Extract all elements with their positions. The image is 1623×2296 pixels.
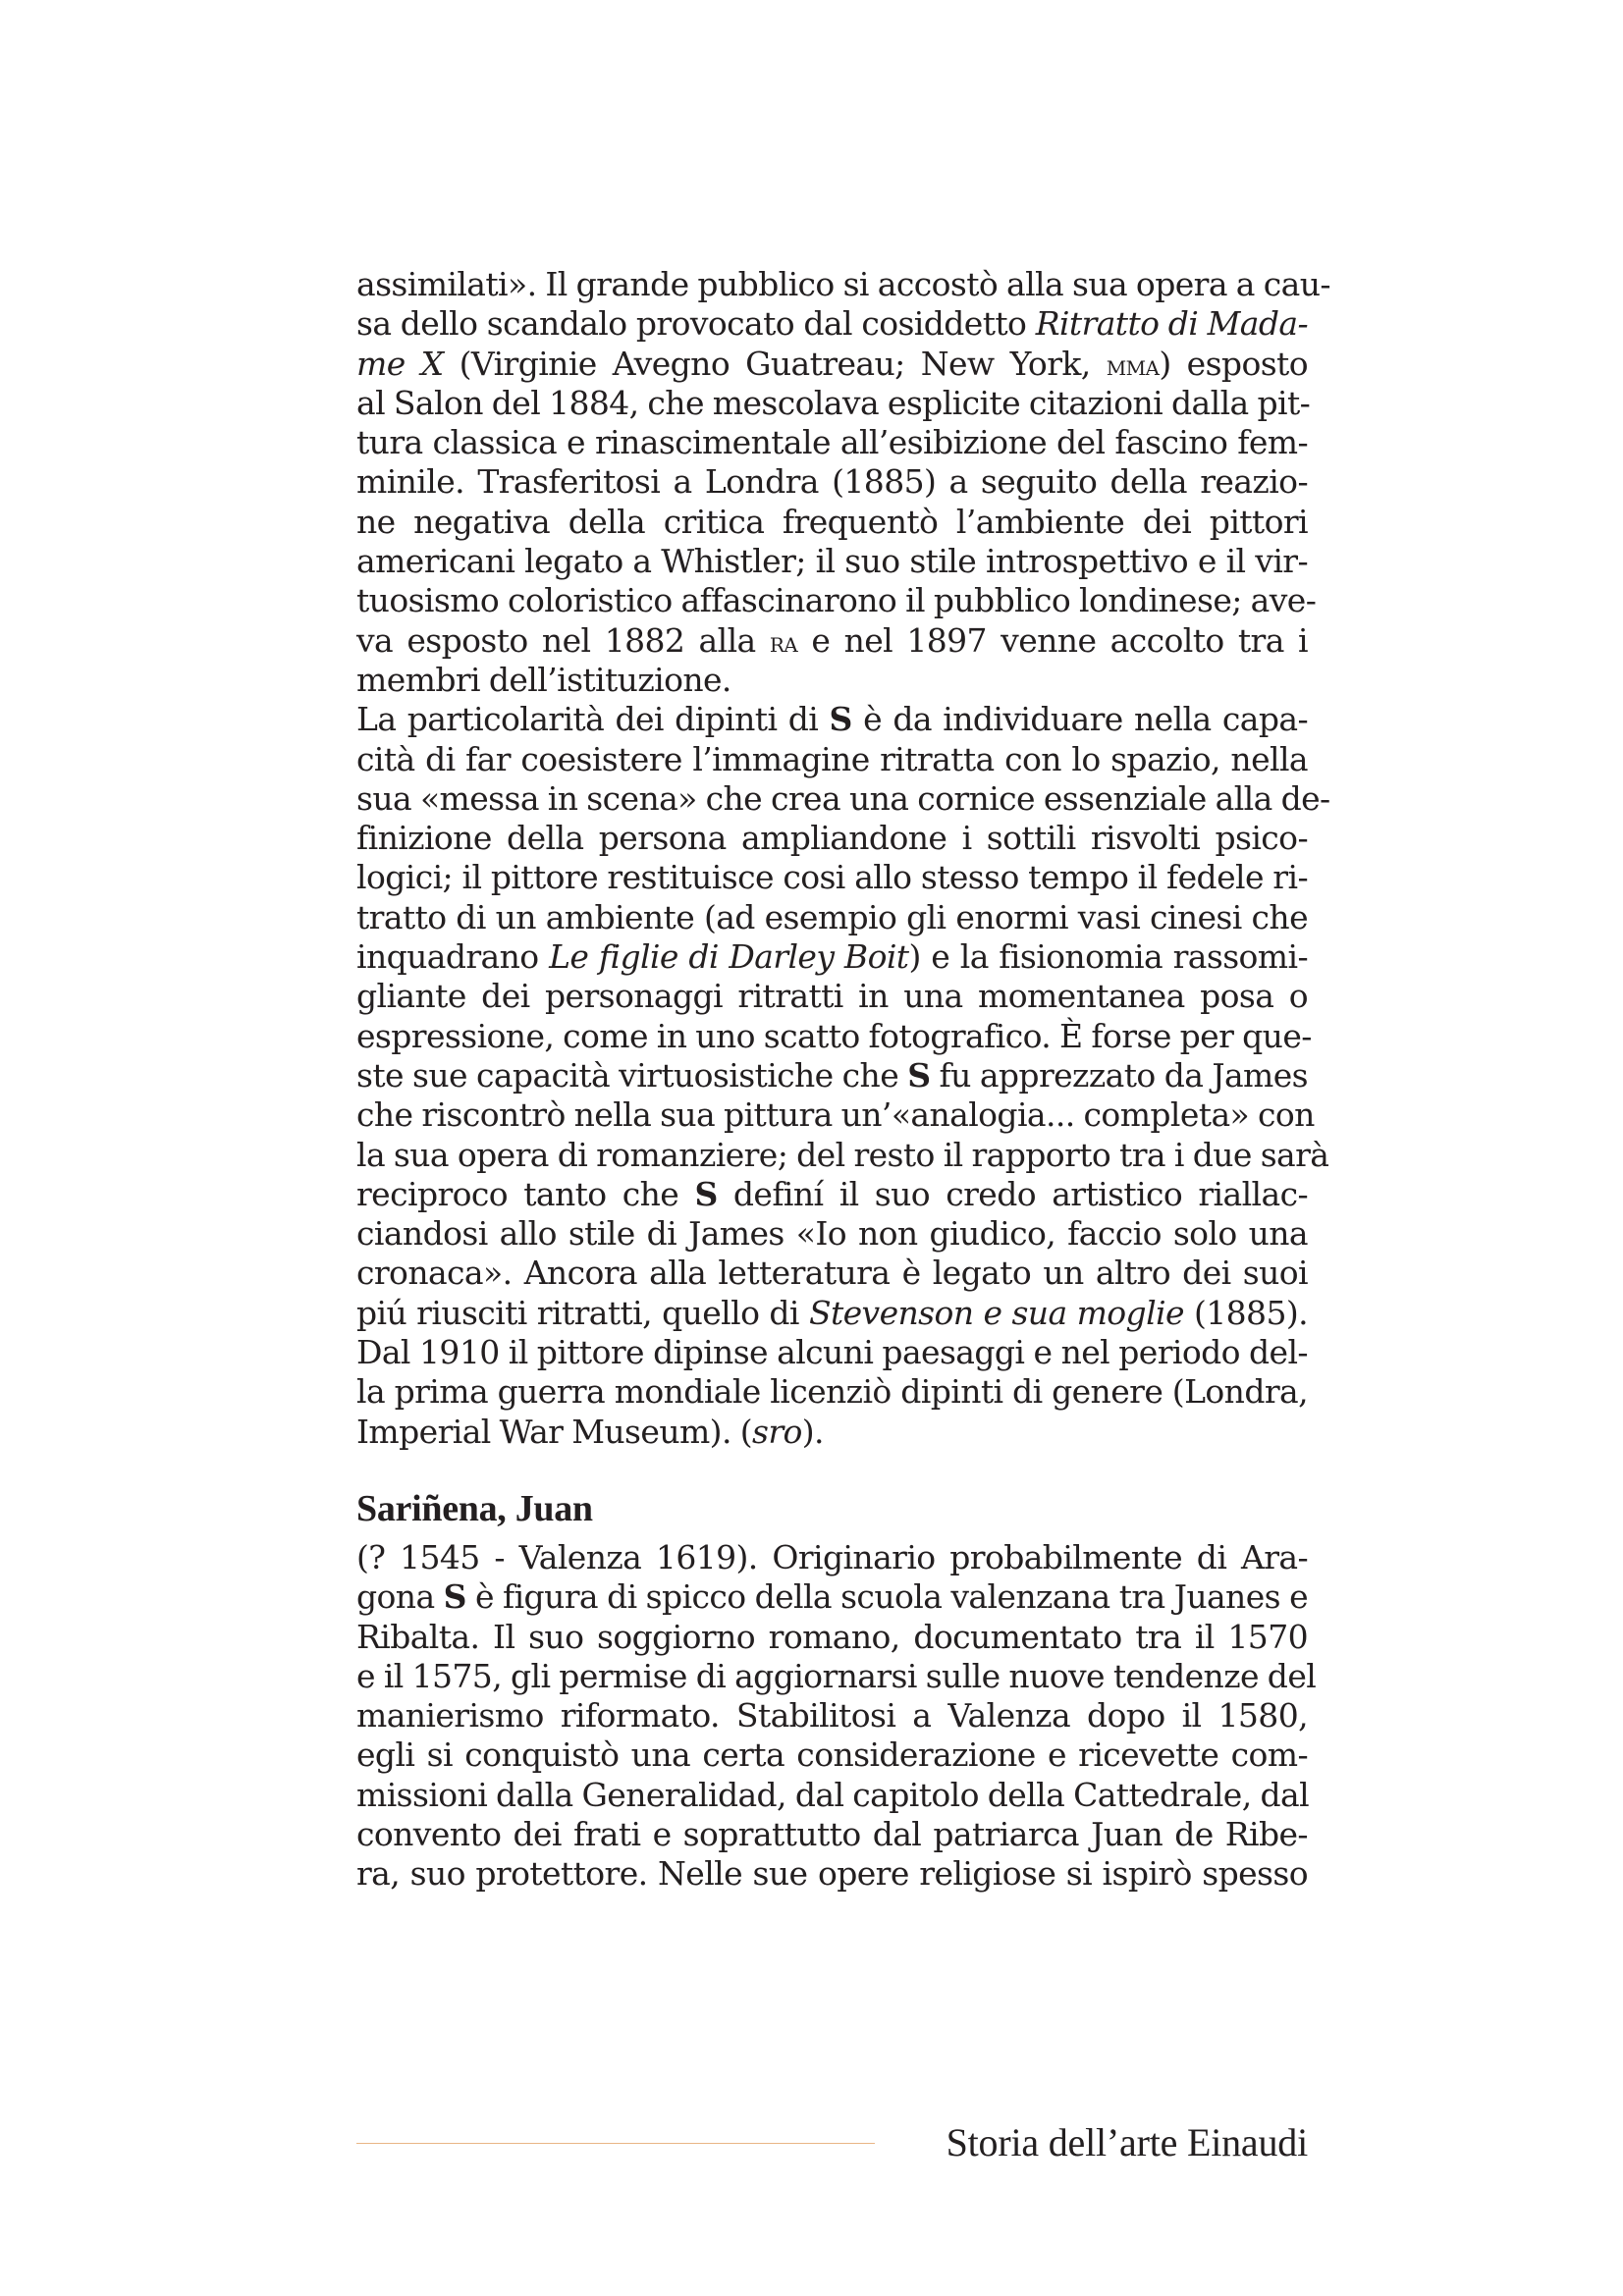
text-line: ste sue capacità virtuosistiche che S fu apprezzato da James xyxy=(356,1055,1309,1095)
text-line: sa dello scandalo provocato dal cosiddetto Ritratto di Mada- xyxy=(356,304,1308,344)
text-line: (? 1545 - Valenza 1619). Originario probabilmente di Ara- xyxy=(356,1537,1308,1576)
text-line: gona S è figura di spicco della scuola valenzana tra Juanes e xyxy=(356,1577,1308,1617)
text-line: ne negativa della critica frequentò l’ambiente dei pittori xyxy=(356,502,1308,541)
text-line: assimilati». Il grande pubblico si accostò alla sua opera a cau- xyxy=(356,265,1330,303)
entry-heading: Sariñena, Juan xyxy=(356,1487,593,1529)
text-line: la prima guerra mondiale licenziò dipinti di genere (Londra, xyxy=(356,1372,1308,1412)
text-line: egli si conquistò una certa considerazione e ricevette com- xyxy=(356,1735,1308,1775)
text-line: piú riusciti ritratti, quello di Stevenson e sua moglie (1885). xyxy=(356,1293,1308,1332)
text-line: me X (Virginie Avegno Guatreau; New York, mma) esposto xyxy=(356,344,1308,383)
text-line: va esposto nel 1882 alla ra e nel 1897 venne accolto tra i xyxy=(356,620,1308,660)
text-line: convento dei frati e soprattutto dal patriarca Juan de Ribe- xyxy=(356,1814,1308,1853)
text-line: ciandosi allo stile di James «Io non giudico, faccio solo una xyxy=(356,1214,1308,1254)
text-line: manierismo riformato. Stabilitosi a Valenza dopo il 1580, xyxy=(356,1696,1308,1735)
text-line: Ribalta. Il suo soggiorno romano, documentato tra il 1570 xyxy=(356,1617,1308,1656)
page-body xyxy=(356,265,1330,1895)
text-line: La particolarità dei dipinti di S è da individuare nella capa- xyxy=(356,700,1308,739)
text-line: Dal 1910 il pittore dipinse alcuni paesaggi e nel periodo del- xyxy=(356,1333,1308,1372)
text-line: al Salon del 1884, che mescolava esplicite citazioni dalla pit- xyxy=(356,383,1311,422)
text-line: espressione, come in uno scatto fotografico. È forse per que- xyxy=(356,1016,1312,1055)
text-line: membri dell’istituzione. xyxy=(356,660,731,699)
entry-sargent-text xyxy=(356,265,1330,1452)
text-line: gliante dei personaggi ritratti in una momentanea posa o xyxy=(356,977,1308,1016)
footer-rule xyxy=(356,2143,875,2144)
text-line: e il 1575, gli permise di aggiornarsi sulle nuove tendenze del xyxy=(356,1656,1317,1695)
text-line: minile. Trasferitosi a Londra (1885) a seguito della reazio- xyxy=(356,462,1308,502)
text-line: inquadrano Le figlie di Darley Boit) e la fisionomia rassomi- xyxy=(356,937,1308,977)
text-line: sua «messa in scena» che crea una cornice essenziale alla de- xyxy=(356,778,1330,818)
text-line: reciproco tanto che S definí il suo credo artistico riallac- xyxy=(356,1174,1308,1213)
text-line: finizione della persona ampliandone i sottili risvolti psico- xyxy=(356,819,1308,858)
text-line: logici; il pittore restituisce cosi allo stesso tempo il fedele ri- xyxy=(356,858,1308,897)
text-line: la sua opera di romanziere; del resto il rapporto tra i due sarà xyxy=(356,1135,1329,1174)
text-line: ra, suo protettore. Nelle sue opere religiose si ispirò spesso xyxy=(356,1854,1308,1894)
footer-title: Storia dell’arte Einaudi xyxy=(946,2120,1308,2164)
text-line: missioni dalla Generalidad, dal capitolo della Cattedrale, dal xyxy=(356,1775,1310,1814)
text-line: cità di far coesistere l’immagine ritratta con lo spazio, nella xyxy=(356,739,1308,778)
text-line: americani legato a Whistler; il suo stile introspettivo e il vir- xyxy=(356,542,1308,581)
text-line: Imperial War Museum). (sro). xyxy=(356,1412,824,1451)
text-line: tura classica e rinascimentale all’esibizione del fascino fem- xyxy=(356,423,1308,462)
entry-sarinena-text xyxy=(356,1537,1317,1895)
text-line: cronaca». Ancora alla letteratura è legato un altro dei suoi xyxy=(356,1254,1308,1293)
text-line: che riscontrò nella sua pittura un’«analogia... completa» con xyxy=(356,1095,1315,1135)
text-line: tuosismo coloristico affascinarono il pubblico londinese; ave- xyxy=(356,581,1317,620)
text-line: tratto di un ambiente (ad esempio gli enormi vasi cinesi che xyxy=(356,897,1308,936)
